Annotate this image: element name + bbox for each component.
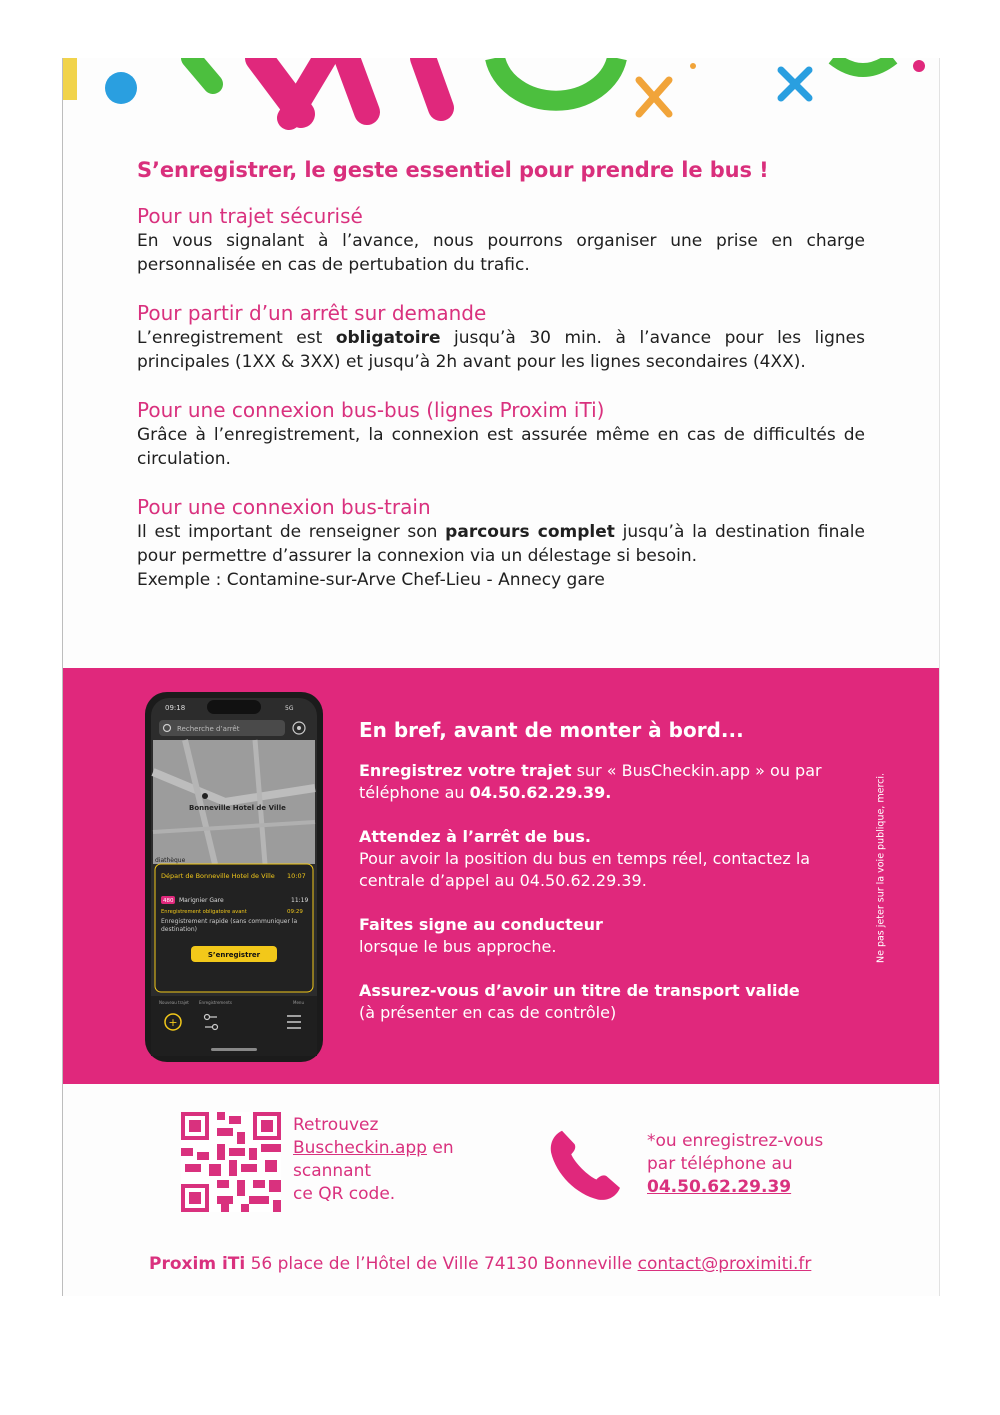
brief-band: [63, 668, 939, 1084]
buscheckin-link[interactable]: Buscheckin.app: [293, 1138, 427, 1158]
qr-caption: [293, 1114, 513, 1206]
body-text: Il est important de renseigner son: [137, 522, 446, 542]
vertical-note-text: Ne pas jeter sur la voie publique, merci.: [875, 772, 887, 964]
item-text: (à présenter en cas de contrôle): [359, 1003, 617, 1022]
item-bold: Enregistrez votre trajet: [359, 761, 572, 780]
deco-blue-dot: [105, 72, 137, 104]
deco-green-ring: [495, 58, 617, 101]
map-label: Bonneville Hotel de Ville: [189, 804, 286, 812]
item-bold: Attendez à l’arrêt de bus.: [359, 827, 592, 846]
destination: Marignier Gare: [179, 897, 224, 904]
deco-pink-stroke-4: [423, 58, 441, 108]
qr-line-suffix: en: [426, 1138, 454, 1158]
decorative-shapes: [63, 58, 939, 138]
body-text: jusqu’à 30 min. à l’avance pour les lignes principales (1XX & 3XX) et jusqu’à 2h avant pour les lignes secondaires (4XX).: [137, 328, 865, 372]
footer-brand: Proxim iTi: [149, 1254, 246, 1274]
line-badge-label: 480: [163, 898, 174, 904]
deco-pink-stroke-3: [347, 58, 367, 112]
vertical-note: [871, 738, 891, 998]
item-bold: Assurez-vous d’avoir un titre de transport valide: [359, 981, 800, 1000]
section-title: Pour une connexion bus-bus (lignes Proxim iTi): [137, 398, 605, 422]
qr-code-icon[interactable]: [181, 1112, 281, 1212]
brief-item-register: [359, 760, 859, 804]
section-body: [137, 520, 865, 568]
body-text: L’enregistrement est: [137, 328, 336, 348]
register-button-label: S’enregistrer: [207, 951, 261, 959]
section-example: Exemple : Contamine-sur-Arve Chef-Lieu - Annecy gare: [137, 570, 605, 590]
deco-green-stroke: [191, 58, 213, 84]
deco-pink-dot: [913, 60, 925, 72]
section-title: Pour partir d’un arrêt sur demande: [137, 301, 487, 325]
phone-time: 09:18: [165, 704, 186, 712]
quick-register-note: Enregistrement rapide (sans communiquer la destination): [161, 918, 298, 933]
mandatory-note: Enregistrement obligatoire avant: [161, 909, 247, 915]
brief-item-wait: [359, 826, 859, 892]
nav-label-menu: Menu: [293, 1000, 304, 1005]
mandatory-time: 09:29: [287, 909, 303, 915]
section-secure-trip: [137, 204, 865, 277]
phone-icon: [541, 1124, 625, 1208]
qr-line: ce QR code.: [293, 1184, 396, 1204]
qr-line: scannant: [293, 1161, 372, 1181]
section-bus-bus: [137, 398, 865, 471]
nav-label-new-trip: Nouveau trajet: [159, 1000, 189, 1005]
departure-title: Départ de Bonneville Hotel de Ville: [161, 872, 275, 880]
search-placeholder: Recherche d’arrêt: [177, 725, 240, 733]
footer-address: 56 place de l’Hôtel de Ville 74130 Bonneville: [245, 1254, 638, 1274]
phone-signal: 5G: [285, 705, 294, 712]
flyer-page: [62, 58, 940, 1296]
section-bus-train: [137, 495, 865, 592]
qr-line: [293, 1137, 513, 1160]
section-body: Grâce à l’enregistrement, la connexion est assurée même en cas de difficultés de circulation.: [137, 425, 865, 469]
brief-title: En bref, avant de monter à bord...: [359, 718, 744, 742]
body-text: jusqu’à la destination finale pour permettre d’assurer la connexion via un délestage si besoin.: [137, 522, 865, 566]
section-title: Pour une connexion bus-train: [137, 495, 431, 519]
item-phone: 04.50.62.29.39.: [469, 783, 612, 802]
phone-mockup: [145, 692, 323, 1062]
brief-info: [359, 718, 859, 1046]
item-text: lorsque le bus approche.: [359, 937, 557, 956]
item-text: Pour avoir la position du bus en temps réel, contactez la centrale d’appel au 04.50.62.29.39.: [359, 849, 811, 890]
body-bold: parcours complet: [445, 522, 615, 542]
call-line: *ou enregistrez-vous: [647, 1131, 824, 1151]
section-request-stop: [137, 301, 865, 374]
stop-marker-icon[interactable]: [202, 793, 208, 799]
footer: [149, 1254, 909, 1274]
brief-item-signal: [359, 914, 859, 958]
item-bold: Faites signe au conducteur: [359, 915, 603, 934]
headline: S’enregistrer, le geste essentiel pour prendre le bus !: [137, 158, 769, 182]
call-caption: [647, 1130, 887, 1199]
body-bold: obligatoire: [335, 328, 441, 348]
qr-line: Retrouvez: [293, 1115, 379, 1135]
svg-text:+: +: [168, 1016, 178, 1029]
map-label-2: diathèque: [155, 857, 186, 864]
departure-time: 10:07: [287, 872, 306, 880]
deco-orange-dot: [690, 63, 696, 69]
section-body: En vous signalant à l’avance, nous pourrons organiser une prise en charge personnalisée en cas de pertubation du trafic.: [137, 231, 865, 275]
deco-yellow-bar: [63, 58, 77, 100]
section-body: [137, 326, 865, 374]
item-text: sur « BusCheckin.app » ou par téléphone au: [359, 761, 822, 802]
section-title: Pour un trajet sécurisé: [137, 204, 363, 228]
arrival-time: 11:19: [291, 897, 309, 904]
call-line: par téléphone au: [647, 1154, 793, 1174]
deco-pink-stroke-2: [289, 58, 325, 118]
main-content: [137, 158, 865, 616]
nav-label-registrations: Enregistrements: [199, 1000, 232, 1005]
deco-green-arc: [833, 58, 893, 70]
footer-email-link[interactable]: contact@proximiti.fr: [637, 1254, 812, 1274]
phone-number-link[interactable]: 04.50.62.29.39: [647, 1177, 792, 1197]
brief-item-ticket: [359, 980, 859, 1024]
